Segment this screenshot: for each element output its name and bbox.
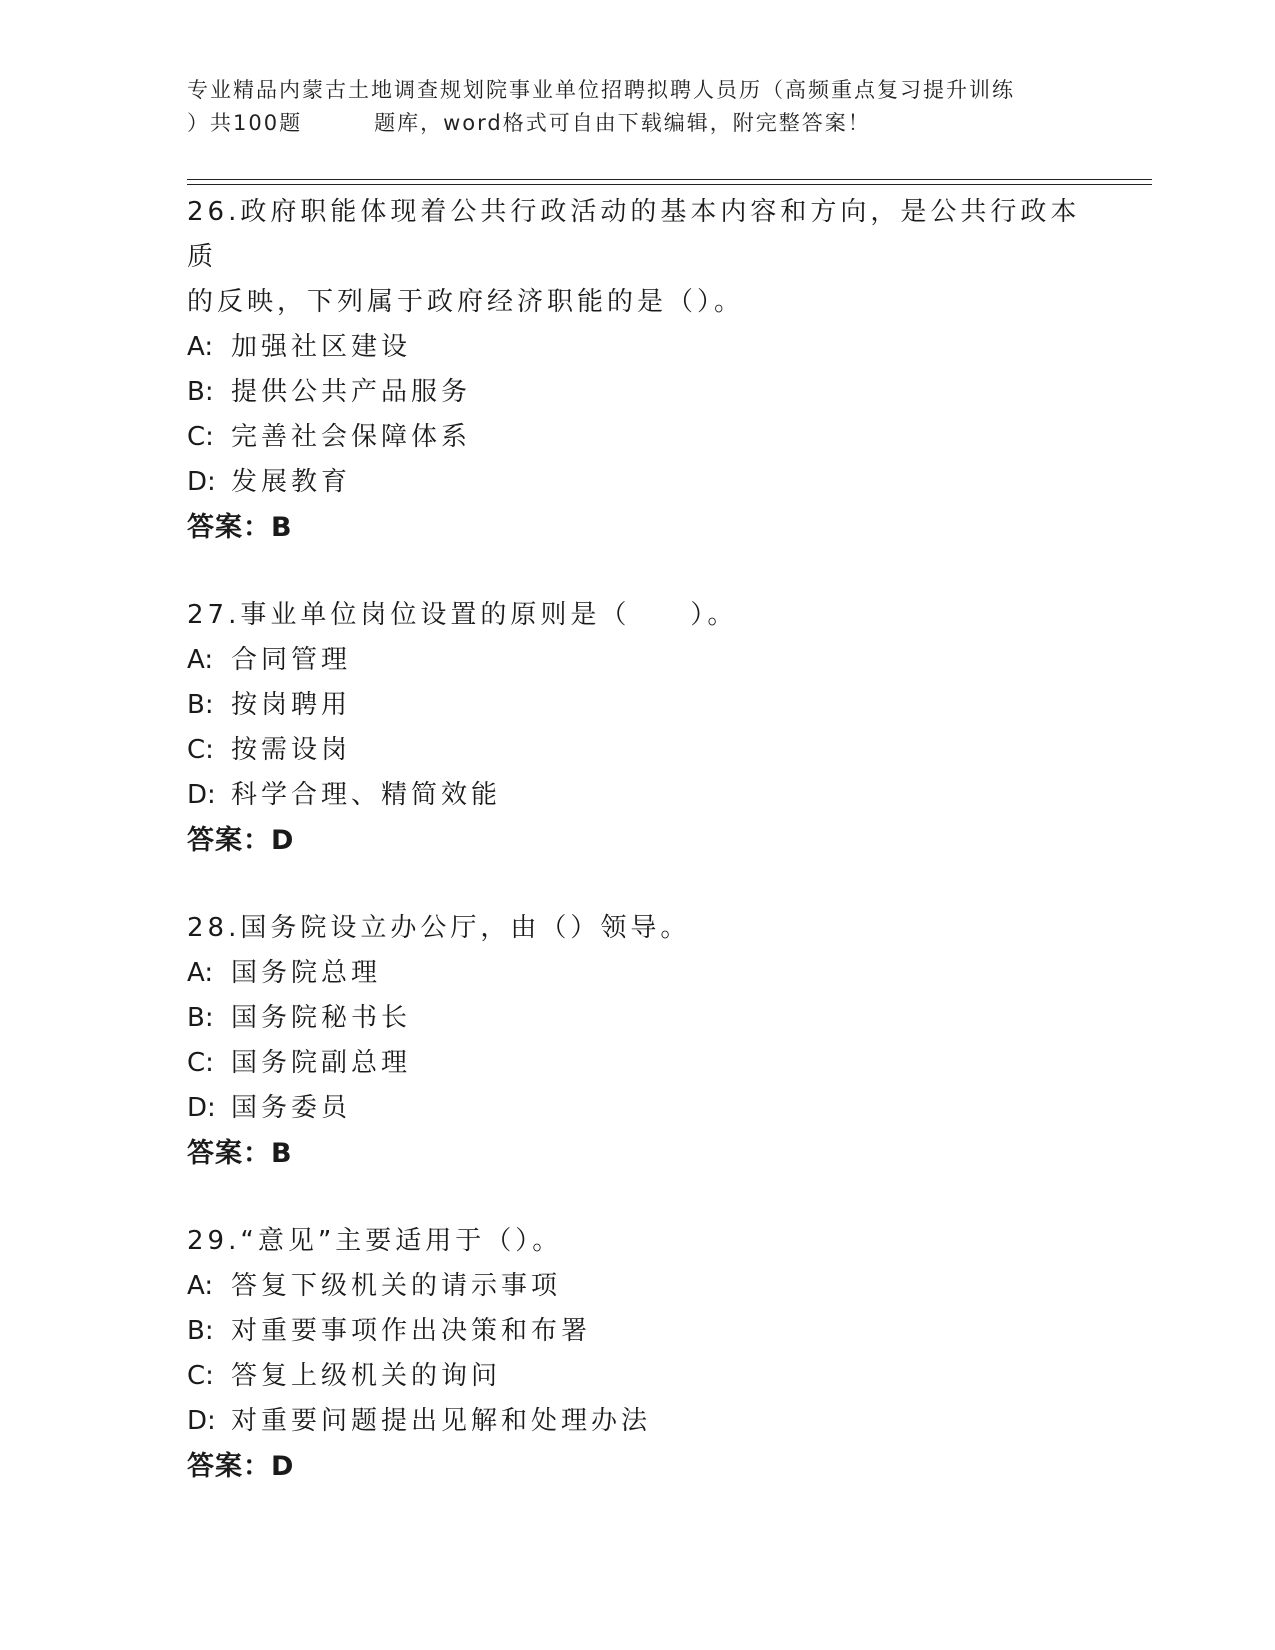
question-stem-line-1: 29.“意见”主要适用于（）。 [187,1226,563,1256]
option-text: 按岗聘用 [231,690,352,720]
option-b [187,683,1087,728]
option-text: 答复下级机关的请示事项 [231,1271,562,1301]
option-b [187,996,1087,1041]
question-29 [187,1219,1087,1489]
option-d [187,460,1087,505]
header-line-2-part-a: ）共100题 [187,111,303,135]
answer-line: 答案：B [187,512,293,543]
option-key: B: [187,377,214,407]
option-key: C: [187,735,214,765]
option-key: D: [187,1093,216,1123]
option-text: 答复上级机关的询问 [231,1361,502,1391]
option-d [187,1086,1087,1131]
option-key: A: [187,645,214,675]
question-stem-line-1: 27.事业单位岗位设置的原则是（ ）。 [187,600,738,630]
option-text: 科学合理、精简效能 [231,780,502,810]
header-rule-bottom [187,184,1152,185]
option-d [187,773,1087,818]
option-text: 发展教育 [231,467,352,497]
option-text: 对重要问题提出见解和处理办法 [231,1406,652,1436]
option-key: D: [187,780,216,810]
option-key: C: [187,1361,214,1391]
option-text: 提供公共产品服务 [231,377,472,407]
option-a [187,1264,1087,1309]
option-key: A: [187,332,214,362]
question-stem [187,593,1087,638]
option-key: C: [187,1048,214,1078]
option-key: C: [187,422,214,452]
option-text: 国务委员 [231,1093,352,1123]
option-key: D: [187,467,216,497]
option-a [187,638,1087,683]
option-key: B: [187,690,214,720]
question-stem-line-1: 28.国务院设立办公厅，由（）领导。 [187,913,691,943]
question-28 [187,906,1087,1176]
header-line-1: 专业精品内蒙古土地调查规划院事业单位招聘拟聘人员历（高频重点复习提升训练 [187,78,1015,102]
option-key: A: [187,958,214,988]
option-d [187,1399,1087,1444]
option-c [187,1354,1087,1399]
document-header [187,74,1087,140]
option-b [187,370,1087,415]
option-text: 国务院副总理 [231,1048,412,1078]
answer-line: 答案：D [187,825,295,856]
option-a [187,951,1087,996]
option-text: 对重要事项作出决策和布署 [231,1316,592,1346]
question-stem [187,1219,1087,1264]
option-key: D: [187,1406,216,1436]
question-stem-line-2: 的反映，下列属于政府经济职能的是（）。 [187,287,745,317]
question-stem [187,906,1087,951]
question-stem [187,190,1087,325]
header-line-2 [187,107,1087,140]
answer-line: 答案：D [187,1451,295,1482]
question-27 [187,593,1087,863]
option-text: 加强社区建设 [231,332,412,362]
option-c [187,1041,1087,1086]
option-text: 国务院秘书长 [231,1003,412,1033]
option-c [187,415,1087,460]
header-line-2-part-b: 题库，word格式可自由下载编辑，附完整答案！ [374,111,871,135]
option-key: B: [187,1003,214,1033]
option-b [187,1309,1087,1354]
question-stem-line-1: 26.政府职能体现着公共行政活动的基本内容和方向，是公共行政本质 [187,197,1081,272]
option-text: 合同管理 [231,645,352,675]
option-c [187,728,1087,773]
option-text: 按需设岗 [231,735,352,765]
option-key: B: [187,1316,214,1346]
option-key: A: [187,1271,214,1301]
question-list [187,190,1087,1532]
question-26 [187,190,1087,550]
answer-line: 答案：B [187,1138,293,1169]
option-text: 国务院总理 [231,958,382,988]
option-a [187,325,1087,370]
option-text: 完善社会保障体系 [231,422,472,452]
header-rule-top [187,179,1152,180]
